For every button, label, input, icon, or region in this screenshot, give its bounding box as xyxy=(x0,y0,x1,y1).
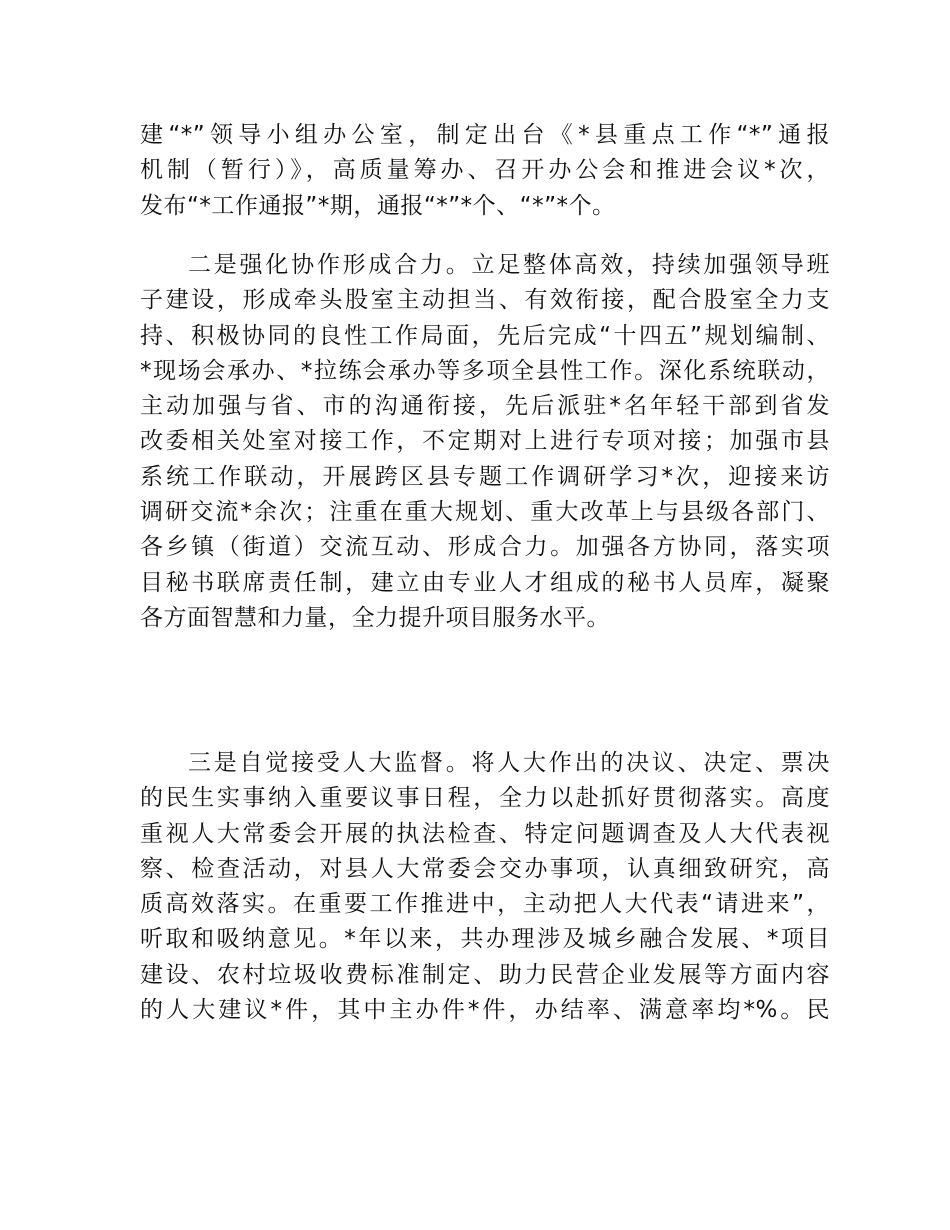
paragraph-line: 持、积极协同的良性工作局面，先后完成“十四五”规划编制、 xyxy=(140,322,830,349)
paragraph-line: 察、检查活动，对县人大常委会交办事项，认真细致研究，高 xyxy=(140,855,830,882)
paragraph-line: 建设、农村垃圾收费标准制定、助力民营企业发展等方面内容 xyxy=(140,961,830,988)
paragraph-line: 各乡镇（街道）交流互动、形成合力。加强各方协同，落实项 xyxy=(140,534,830,561)
paragraph-line: 建“*”领导小组办公室，制定出台《*县重点工作“*”通报 xyxy=(140,122,830,148)
paragraph-line: 机制（暂行）》，高质量筹办、召开办公会和推进会议*次， xyxy=(140,157,830,184)
paragraph-line: 的民生实事纳入重要议事日程，全力以赴抓好贯彻落实。高度 xyxy=(140,785,830,812)
paragraph-line: *现场会承办、*拉练会承办等多项全县性工作。深化系统联动， xyxy=(140,357,830,384)
paragraph-line: 调研交流*余次；注重在重大规划、重大改革上与县级各部门、 xyxy=(140,499,830,526)
paragraph-line: 改委相关处室对接工作，不定期对上进行专项对接；加强市县 xyxy=(140,428,830,455)
paragraph-line: 三是自觉接受人大监督。将人大作出的决议、决定、票决 xyxy=(188,750,830,776)
paragraph-line: 重视人大常委会开展的执法检查、特定问题调查及人大代表视 xyxy=(140,820,830,847)
paragraph-line: 的人大建议*件，其中主办件*件，办结率、满意率均*%。民 xyxy=(140,997,830,1024)
paragraph-line: 主动加强与省、市的沟通衔接，先后派驻*名年轻干部到省发 xyxy=(140,393,830,420)
paragraph-line: 质高效落实。在重要工作推进中，主动把人大代表“请进来”， xyxy=(140,891,830,918)
paragraph-line: 目秘书联席责任制，建立由专业人才组成的秘书人员库，凝聚 xyxy=(140,569,830,596)
paragraph-line: 听取和吸纳意见。*年以来，共办理涉及城乡融合发展、*项目 xyxy=(140,926,830,953)
paragraph-3 xyxy=(140,746,830,1028)
paragraph-line: 系统工作联动，开展跨区县专题工作调研学习*次，迎接来访 xyxy=(140,463,830,490)
paragraph-1 xyxy=(140,118,830,224)
paragraph-line: 子建设，形成牵头股室主动担当、有效衔接，配合股室全力支 xyxy=(140,287,830,314)
paragraph-line: 二是强化协作形成合力。立足整体高效，持续加强领导班 xyxy=(188,252,830,278)
paragraph-2 xyxy=(140,248,830,636)
paragraph-line: 发布“*工作通报”*期，通报“*”*个、“*”*个。 xyxy=(140,192,616,219)
paragraph-line: 各方面智慧和力量，全力提升项目服务水平。 xyxy=(140,604,610,631)
